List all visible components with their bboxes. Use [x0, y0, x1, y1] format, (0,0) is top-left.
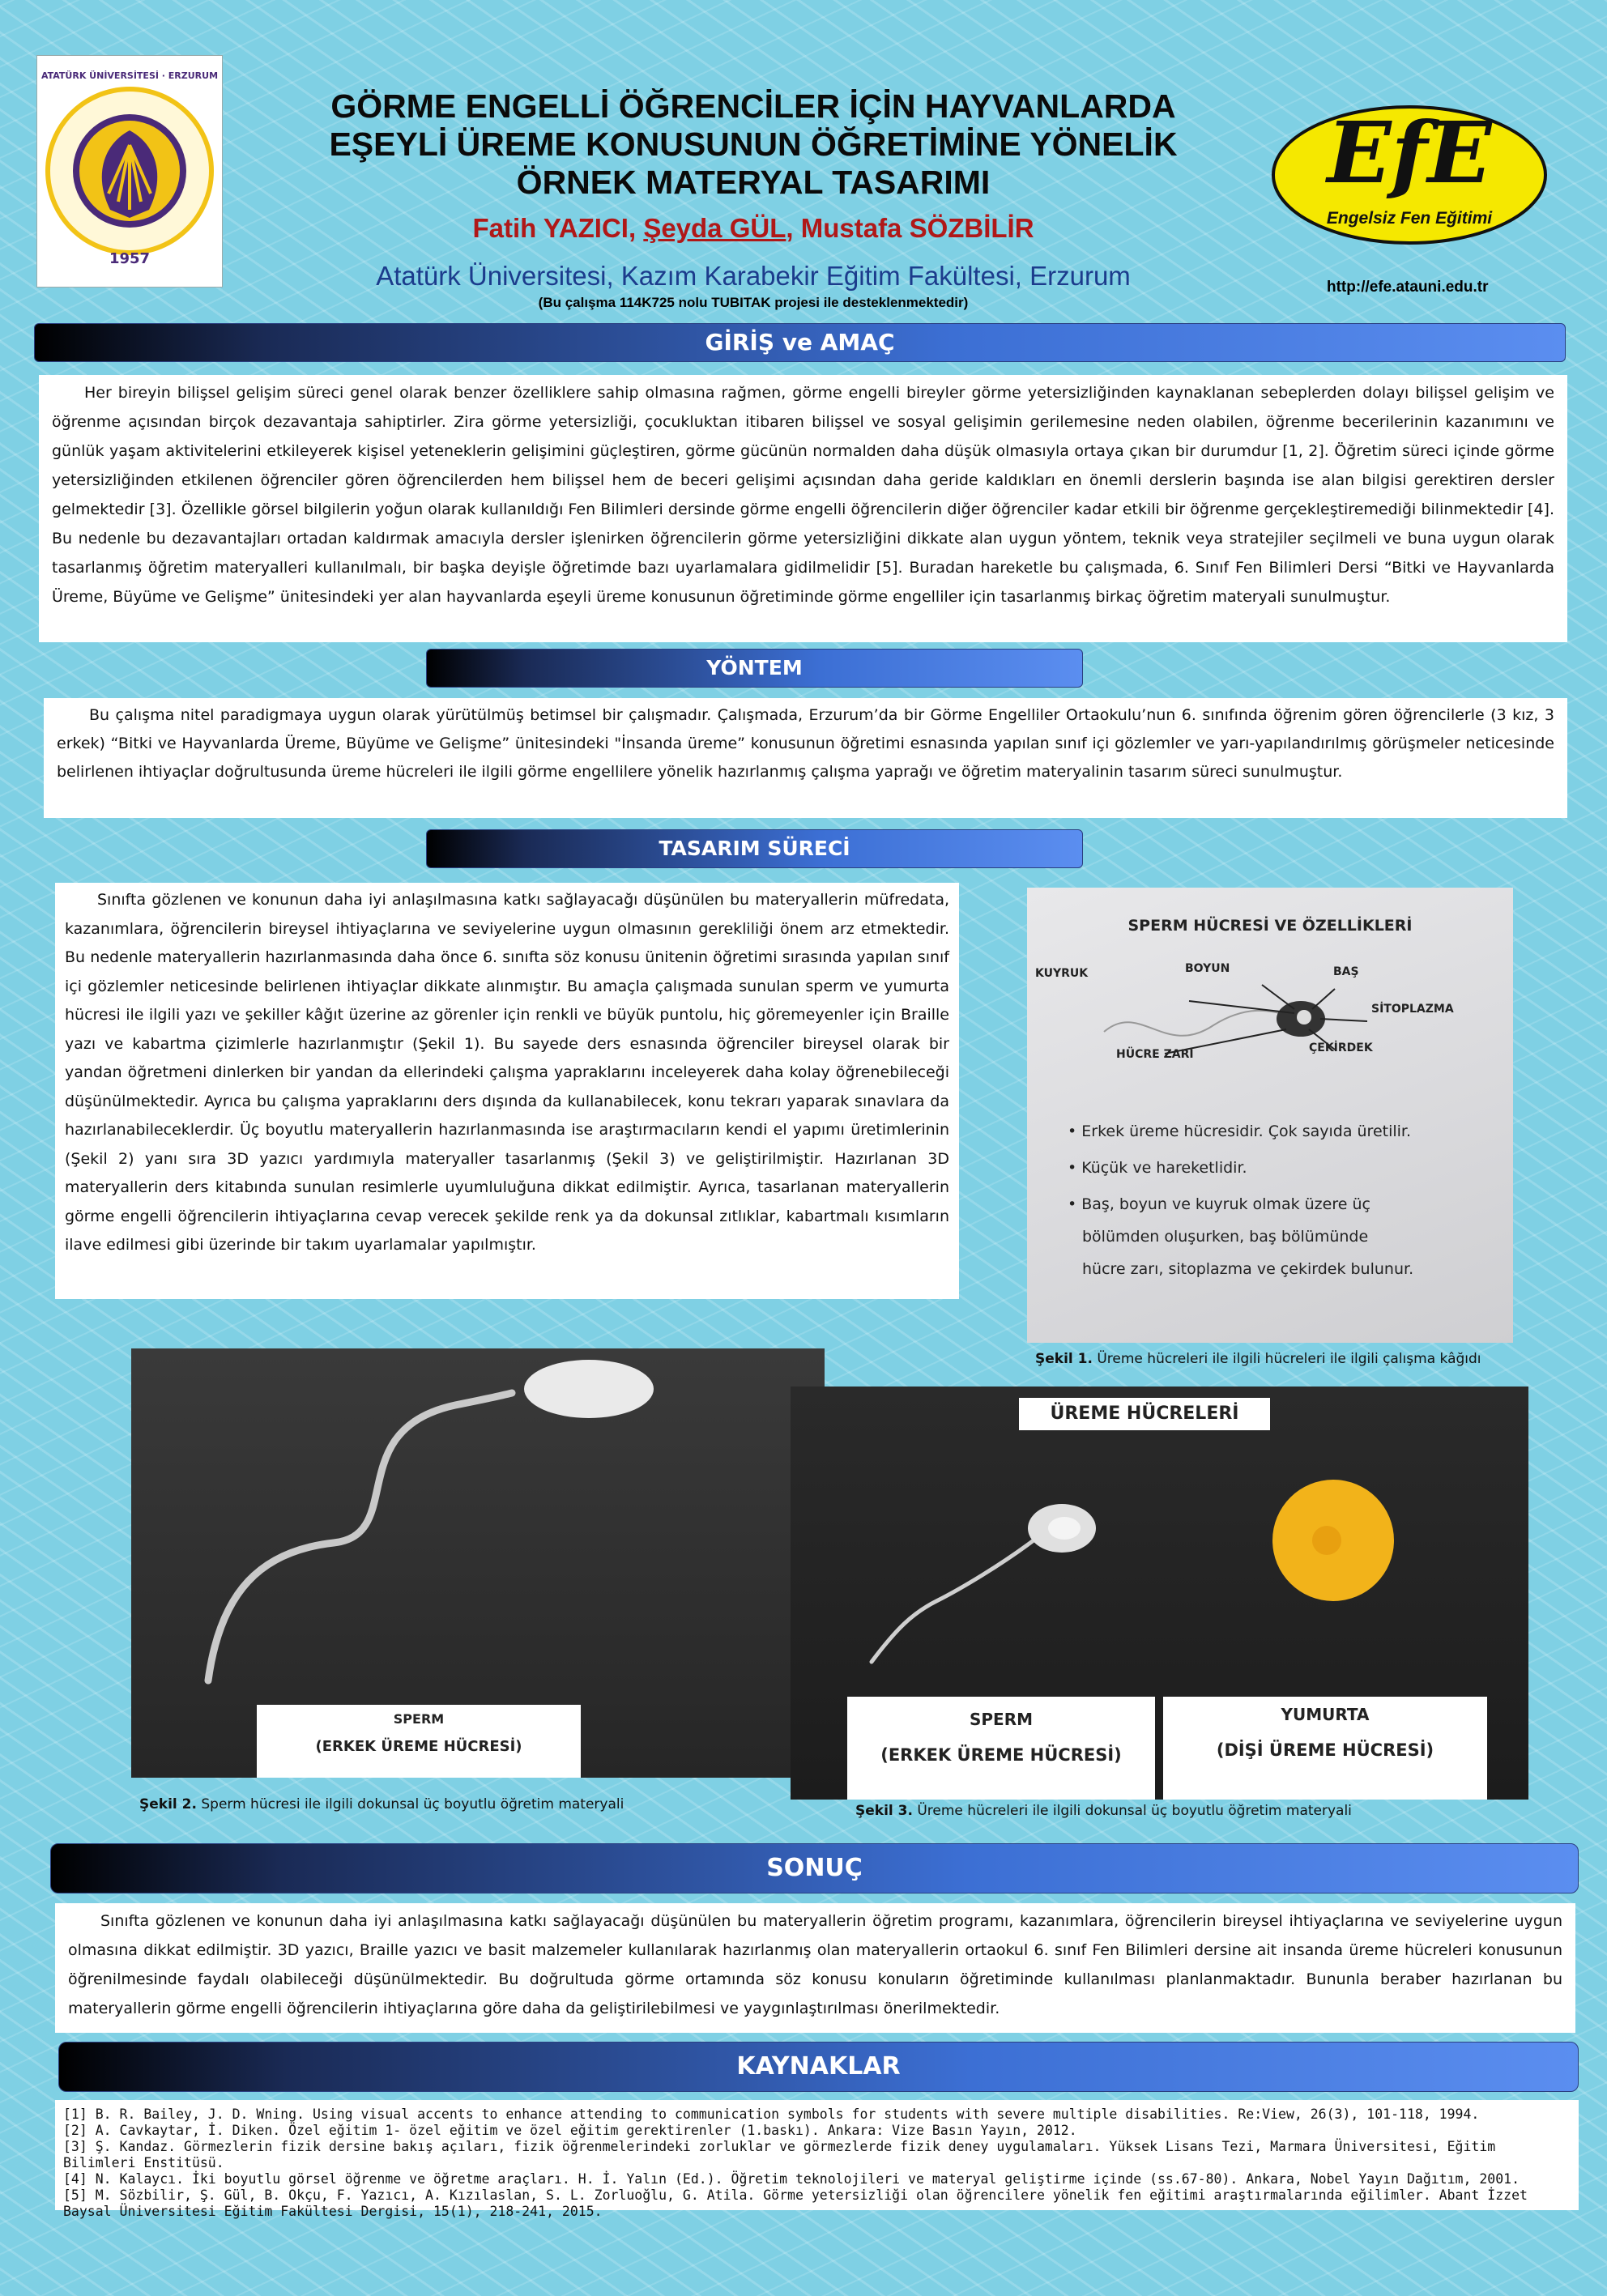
tasarim-text: Sınıfta gözlenen ve konunun daha iyi anlaşılmasına katkı sağlayacağı düşünülen bu materyallerin müfredata, kazanımlara, öğrencilerin bireysel ihtiyaçlarına ve seviyelerine uygun olmasının gerekliliği önem arz etmektedir. Bu nedenle materyallerin hazırlanmasında daha önce 6. sınıfta söz konusu ünitenin öğretimi sırasında yapılan sınıf içi gözlemler neticesinde belirlenen ihtiyaçlar dikkate alınmıştır. Bu amaçla çalışmada sunulan sperm ve yumurta hücresi ile ilgili yazı ve şekiller kâğıt üzerine az görenler için renkli ve büyük puntolu, hiç göremeyenler için Braille yazı ve kabartma çizimlerle hazırlanmıştır (Şekil 1). Bu sayede ders esnasında öğrenciler bireysel olarak bir yandan öğretmeni dinlerken bir yandan da ellerindeki çalışma yapraklarını inceleyerek daha kolay öğrenebileceği düşünülmektedir. Ayrıca bu çalışma yapraklarını ders dışında da kullanabilecek, konu tekrarı yaparak sınavlara da hazırlanabileceklerdir. Üç boyutlu materyallerin hazırlanmasında ise araştırmacıların kendi el yapımı üretimlerinin (Şekil 2) yanı sıra 3D yazıcı yardımıyla materyaller tasarlanmış (Şekil 3) ve geliştirilmiştir. Hazırlanan 3D materyallerin ders kitabında sunulan resimlerle uyumluluğuna dikkat edilmiştir. Ayrıca, tasarlanan materyallerin görme engelli öğrencilerin ihtiyaçlarına cevap verecek şekilde renk ya da dokunsal zıtlıklar, kabartmalı kısımların ilave edilmesi gibi üzerinde bir takım uyarlamalar yapılmıştır.	[65, 891, 949, 1254]
sonuc-heading-text: SONUÇ	[766, 1854, 863, 1882]
reference-item: [5] M. Sözbilir, Ş. Gül, B. Okçu, F. Yazıcı, A. Kızılaslan, S. L. Zorluoğlu, G. Atila. Görme yetersizliği olan öğrencilere yönelik fen eğitimi araştırmalarında eğilimler. Abant İzzet Baysal Üniversitesi Eğitim Fakültesi Dergisi, 15(1), 218-241, 2015.	[63, 2187, 1528, 2219]
label-bas: BAŞ	[1333, 965, 1359, 978]
figure-3-caption	[855, 1803, 1536, 1819]
references-list	[55, 2100, 1579, 2219]
reference-item: [4] N. Kalaycı. İki boyutlu görsel öğrenme ve öğretme araçları. H. İ. Yalın (Ed.). Öğretim teknolojileri ve materyal geliştirme içinde (ss.67-80). Ankara, Nobel Yayın Dağıtım, 2001.	[63, 2171, 1520, 2187]
authors	[267, 213, 1239, 244]
sonuc-text: Sınıfta gözlenen ve konunun daha iyi anlaşılmasına katkı sağlayacağı düşünülen bu materyallerin öğretim programı, kazanımlara, öğrencilerin bireysel ihtiyaçlarına ve seviyelerine uygun olmasına dikkat edilmiştir. 3D yazıcı, Braille yazıcı ve basit malzemeler kullanılarak hazırlanmış olan materyallerin ortaokul 6. sınıf Fen Bilimleri dersine ait insanda üreme hücreleri konusunun öğrenilmesinde faydalı olabileceği düşünülmektedir. Bu doğrultuda görme ortamında söz konusu konuların öğretiminde kullanılması planlanmaktadır. Bununla beraber hazırlanan bu materyallerin görme engelli öğrencilerin ihtiyaçlarına göre daha da geliştirilebilmesi ve yaygınlaştırılması önerilmektedir.	[68, 1912, 1562, 2017]
tasarim-heading-text: TASARIM SÜRECİ	[659, 837, 850, 860]
logo-year: 1957	[109, 250, 151, 267]
figure-2-sperm-model	[131, 1348, 825, 1778]
project-url[interactable]: http://efe.atauni.edu.tr	[1327, 279, 1489, 296]
reference-item: [1] B. R. Bailey, J. D. Wning. Using visual accents to enhance attending to communication symbols for students with severe multiple disabilities. Re:View, 26(3), 101-118, 1994.	[63, 2106, 1480, 2122]
sonuc-panel	[55, 1903, 1575, 2033]
sperm-card-2-line-2: (ERKEK ÜREME HÜCRESİ)	[880, 1745, 1122, 1765]
sperm-card-line-1: SPERM	[393, 1711, 445, 1727]
grant-note: (Bu çalışma 114K725 nolu TUBITAK projesi ile desteklenmektedir)	[538, 295, 969, 310]
worksheet-bullet-2: • Küçük ve hareketlidir.	[1068, 1159, 1247, 1177]
figure-2-caption	[139, 1796, 820, 1813]
figure-3-label: Şekil 3.	[855, 1803, 913, 1819]
efe-wordmark: EfE	[1327, 103, 1492, 202]
author-3: , Mustafa SÖZBİLİR	[786, 213, 1034, 243]
figure-1-worksheet	[1027, 888, 1513, 1343]
yontem-heading-text: YÖNTEM	[706, 656, 803, 679]
ovum-card	[1163, 1697, 1487, 1800]
efe-logo	[1270, 104, 1549, 246]
author-2: Şeyda GÜL	[643, 213, 786, 243]
university-logo	[36, 55, 223, 288]
label-cekirdek: ÇEKİRDEK	[1309, 1042, 1373, 1054]
kaynaklar-heading-text: KAYNAKLAR	[736, 2052, 901, 2081]
poster-title-line-2: EŞEYLİ ÜREME KONUSUNUN ÖĞRETİMİNE YÖNELİK	[329, 126, 1178, 163]
worksheet-bullet-1: • Erkek üreme hücresidir. Çok sayıda üretilir.	[1068, 1122, 1412, 1140]
figure-3-title: ÜREME HÜCRELERİ	[1050, 1404, 1239, 1424]
figure-3-reproductive-cells	[791, 1387, 1528, 1800]
label-hucre-zari: HÜCRE ZARI	[1116, 1048, 1194, 1061]
worksheet-title: SPERM HÜCRESİ VE ÖZELLİKLERİ	[1127, 917, 1413, 935]
sperm-card-2	[847, 1697, 1155, 1800]
figure-2-caption-text: Sperm hücresi ile ilgili dokunsal üç boyutlu öğretim materyali	[196, 1796, 624, 1813]
section-heading-tasarim	[426, 829, 1083, 868]
worksheet-bullet-3: • Baş, boyun ve kuyruk olmak üzere üç	[1068, 1195, 1370, 1213]
giris-panel	[39, 375, 1567, 642]
sperm-card-2-line-1: SPERM	[969, 1710, 1034, 1729]
giris-text: Her bireyin bilişsel gelişim süreci genel olarak benzer özelliklere sahip olmasına rağmen, görme engelli bireyler görme yetersizliğinden kaynaklanan sebeplerden dolayı bilişsel gelişim ve öğrenme açısından birçok dezavantaja sahiptirler. Zira görme yetersizliği, çocukluktan itibaren bilişsel ve sosyal gelişimin gerilemesine neden olabilen, öğrenme becerilerinin kazanımını ve günlük yaşam aktivitelerini etkileyerek kişisel yeteneklerin gelişimini güçleştiren, görme gücünün normalden daha düşük olmasıyla ortaya çıkan bir durumdur [1, 2]. Öğretim süreci içinde görme yetersizliğinden etkilenen öğrenciler gören öğrencilerden hem bilişsel hem de beceri gelişimi açısından daha geride kaldıkları en önemli derslerin başında ise alan bilgisi gerektiren dersler gelmektedir [3]. Özellikle görsel bilgilerin yoğun olarak kullanıldığı Fen Bilimleri dersinde görme engelli öğrencilerin diğer öğrenciler kadar etkili bir öğrenme gerçekleştiremediği bilinmektedir [4]. Bu nedenle bu dezavantajları ortadan kaldırmak amacıyla dersler işlenirken öğrencilerin görme yetersizliğini dikkate alan uygun yöntem, teknik veya stratejiler seçilmeli ve buna uygun olarak tasarlanmış öğretim materyalleri kullanılmalı, bir başka deyişle öğretimde bazı uyarlamalara gidilmelidir [5]. Buradan hareketle bu çalışmada, 6. Sınıf Fen Bilimleri Dersi “Bitki ve Hayvanlarda Üreme, Büyüme ve Gelişme” ünitesindeki yer alan hayvanlarda eşeyli üreme konusunun öğretiminde görme engelliler için tasarlanmış birkaç öğretim materyali sunulmuştur.	[52, 384, 1554, 606]
poster-title-line-1: GÖRME ENGELLİ ÖĞRENCİLER İÇİN HAYVANLARDA	[330, 87, 1176, 125]
poster-title-line-3: ÖRNEK MATERYAL TASARIMI	[516, 164, 991, 201]
figure-3-caption-text: Üreme hücreleri ile ilgili dokunsal üç boyutlu öğretim materyali	[912, 1803, 1352, 1819]
reference-item: [3] Ş. Kandaz. Görmezlerin fizik dersine bakış açıları, fizik öğrenmelerindeki zorluklar ve görmezlerde fizik deney uygulamaları. Yüksek Lisans Tezi, Marmara Üniversitesi, Eğitim Bilimleri Enstitüsü.	[63, 2139, 1496, 2170]
logo-ring-text: ATATÜRK ÜNİVERSİTESİ · ERZURUM	[40, 70, 219, 81]
affiliation: Atatürk Üniversitesi, Kazım Karabekir Eğitim Fakültesi, Erzurum	[376, 261, 1131, 291]
sperm-card-line-2: (ERKEK ÜREME HÜCRESİ)	[315, 1738, 522, 1755]
author-1: Fatih YAZICI,	[472, 213, 644, 243]
label-sitoplazma: SİTOPLAZMA	[1371, 1003, 1454, 1016]
worksheet-bullet-3-cont-2: hücre zarı, sitoplazma ve çekirdek bulunur.	[1082, 1260, 1414, 1278]
efe-tagline: Engelsiz Fen Eğitimi	[1326, 209, 1493, 228]
worksheet-bullet-3-cont-1: bölümden oluşurken, baş bölümünde	[1082, 1228, 1369, 1246]
tasarim-panel	[55, 883, 959, 1299]
giris-heading-text: GİRİŞ ve AMAÇ	[705, 329, 895, 356]
figure-2-label: Şekil 2.	[139, 1796, 197, 1813]
label-kuyruk: KUYRUK	[1035, 967, 1089, 980]
section-heading-yontem	[426, 649, 1083, 688]
ovum-card-line-1: YUMURTA	[1281, 1705, 1370, 1724]
yontem-panel	[44, 698, 1567, 818]
figure-1-label: Şekil 1.	[1035, 1351, 1093, 1367]
label-boyun: BOYUN	[1185, 962, 1230, 975]
figure-1-caption-text: Üreme hücreleri ile ilgili hücreleri ile ilgili çalışma kâğıdı	[1092, 1351, 1481, 1367]
section-heading-kaynaklar	[58, 2042, 1579, 2092]
section-heading-giris	[34, 323, 1566, 362]
sperm-card	[257, 1705, 581, 1778]
yontem-text: Bu çalışma nitel paradigmaya uygun olarak yürütülmüş betimsel bir çalışmadır. Çalışmada, Erzurum’da bir Görme Engelliler Ortaokulu’nun 6. sınıfında öğrenim gören öğrencilerle (3 kız, 3 erkek) “Bitki ve Hayvanlarda Üreme, Büyüme ve Gelişme” ünitesindeki "İnsanda üreme” konusunun öğretimi esnasında yapılan sınıf içi gözlemler ve yarı-yapılandırılmış görüşmeler neticesinde belirlenen ihtiyaçlar doğrultusunda üreme hücreleri ile ilgili görme engellilere yönelik hazırlanmış çalışma yaprağı ve öğretim materyalinin tasarım süreci sunulmuştur.	[57, 706, 1554, 781]
ovum-card-line-2: (DİŞİ ÜREME HÜCRESİ)	[1216, 1740, 1434, 1760]
figure-1-caption	[1035, 1351, 1554, 1367]
section-heading-sonuc	[50, 1843, 1579, 1893]
reference-item: [2] A. Cavkaytar, İ. Diken. Özel eğitim 1- özel eğitim ve özel eğitim gerektirenler (1.baskı). Ankara: Vize Basın Yayın, 2012.	[63, 2123, 1077, 2138]
